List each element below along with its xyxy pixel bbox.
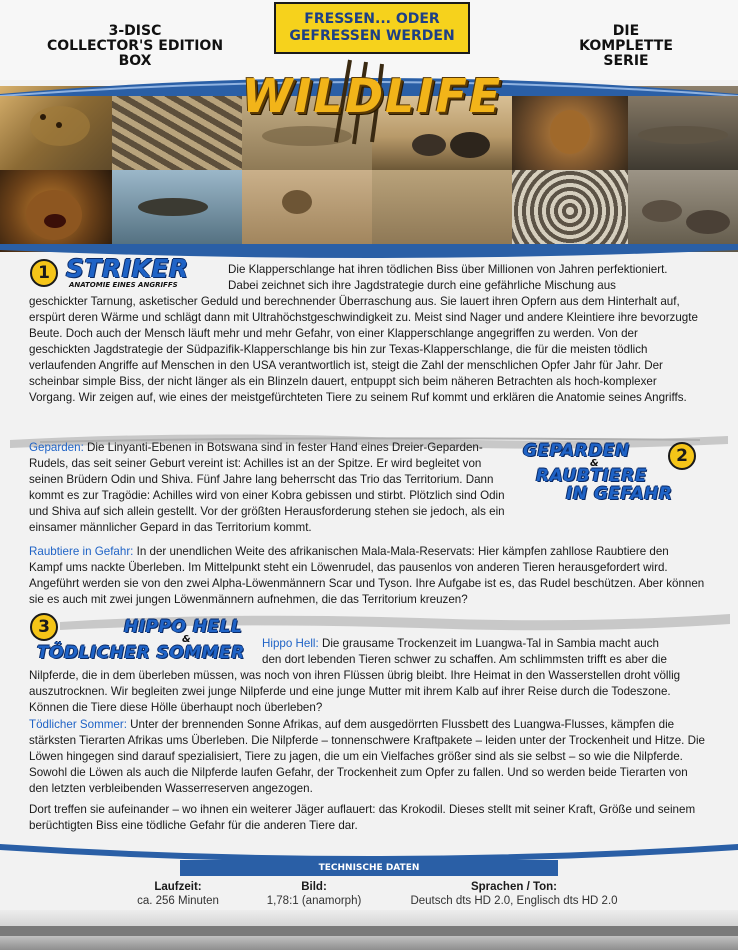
section-2-ampersand: & — [590, 458, 599, 469]
picture-info — [254, 880, 374, 908]
crocodile-paragraph: Dort treffen sie aufeinander – wo ihnen ein weiterer Jäger auflauert: das Krokodil. Dieses stellt mit seiner Kraft, Größe und seinem berüchtigten Biss eine tödliche Gefahr für die anderen Tiere dar. — [29, 803, 696, 832]
photo-river-animals — [112, 170, 242, 252]
runtime-value: ca. 256 Minuten — [137, 895, 219, 907]
photo-lion — [512, 86, 628, 170]
photo-dry-plains — [242, 170, 372, 252]
raubtiere-title-line-1: RAUBTIERE — [536, 466, 647, 486]
footer-stripe — [0, 926, 738, 936]
tagline-box: FRESSEN... ODER GEFRESSEN WERDEN — [274, 2, 470, 54]
collectors-edition-label: 3-DISC COLLECTOR'S EDITION BOX — [46, 23, 224, 69]
footer-band — [0, 910, 738, 950]
striker-text-line-1: Die Klapperschlange hat ihren tödlichen Biss über Millionen von Jahren perfektioniert. — [228, 263, 668, 276]
tech-data-header: TECHNISCHE DATEN — [180, 860, 558, 876]
deadly-summer-lead: Tödlicher Sommer: — [29, 718, 127, 731]
picture-value: 1,78:1 (anamorph) — [266, 895, 362, 907]
picture-label: Bild: — [301, 881, 327, 893]
wildlife-logo: WILDLIFE — [241, 69, 503, 123]
predators-paragraph: Raubtiere in Gefahr: In der unendlichen Weite des afrikanischen Mala-Mala-Reservats: Hier kämpfen zahllose Raubtiere den Kampf ums nackte Überleben. Im Mittelpunkt steht ein Löwenrudel, das pausenlos von anderen Tieren herausgefordert wird. Angeführt werden sie von den zwei Alpha-Löwenmännern Scar und Tyson. Ihre Aufgabe ist es, das Rudel beschützen. Aber können sie es auch mit zwei jungen Löwenmännern aufnehmen, die das Territorium kreuzen? — [29, 545, 705, 606]
hippo-hell-body: Nilpferde, die in dem überleben müssen, was noch von ihren Flüssen übrig bleibt. Ihre Heimat in den Wasserstellen droht völlig auszutrocknen. Wir begleiten zwei junge Nilpferde und eine junge Mutter mit ihrem Kalb auf ihrer Reise durch die Todeszone. Können die Tiere diese Hölle überhaupt noch überleben? — [29, 669, 681, 714]
audio-info — [398, 880, 630, 908]
audio-label: Sprachen / Ton: — [470, 881, 558, 893]
brush-divider-2 — [0, 604, 738, 638]
striker-title: STRIKER — [66, 254, 189, 283]
toedlicher-sommer-title: TÖDLICHER SOMMER — [37, 643, 245, 663]
section-2-number-badge: 2 — [668, 442, 696, 470]
section-1-number-badge: 1 — [30, 259, 58, 287]
hippo-hell-line-2: den dort lebenden Tieren schwer zu schaffen. Am schlimmsten trifft es aber die — [262, 653, 667, 666]
photo-leopard — [0, 86, 112, 170]
striker-text-body: geschickter Tarnung, asketischer Geduld und berechnender Überraschung aus. Sie lauert ihren Opfern aus dem Hinterhalt auf, erspürt deren Wärme und schlägt dann mit Ultrahöchstgeschwindigkeit zu. Meist sind Nager und andere Kleintiere ihre bevorzugte Beute. Doch auch der Mensch läuft mehr und mehr Gefahr, von einer Klapperschlange angegriffen zu werden. Von der geschickten Jagdstrategie der Südpazifik-Klapperschlange bis hin zur Texas-Klapperschlange, die für die meisten tödlich verlaufenden Angriffe auf Menschen in den USA verantwortlich ist, steigt die Zahl der menschlichen Opfer Jahr für Jahr. Der scheinbar simple Biss, der nicht länger als ein Blinzeln dauert, entpuppt sich beim näheren Betrachten als hoch-komplexer Vorgang. Wir zeigen auf, wie eines der meistgefürchteten Tiere zu seinem Ruf kommt und erklären die Anatomie seines Angriffs. — [29, 295, 698, 404]
hippo-hell-line-1: Hippo Hell: Die grausame Trockenzeit im Luangwa-Tal in Sambia macht auch — [262, 637, 659, 650]
cheetah-lead: Geparden: — [29, 441, 84, 454]
photo-hippos — [628, 170, 738, 252]
complete-series-label: DIE KOMPLETTE SERIE — [579, 23, 673, 69]
striker-text-line-2: Dabei zeichnet sich ihre Jagdstrategie durch eine gefährliche Mischung aus — [228, 279, 616, 292]
photo-crocodile — [628, 86, 738, 170]
geparden-title: GEPARDEN — [523, 441, 630, 461]
runtime-info — [118, 880, 238, 908]
section-3-number-badge: 3 — [30, 613, 58, 641]
photo-roaring-lion — [0, 170, 112, 252]
raubtiere-title-line-2: IN GEFAHR — [566, 484, 673, 504]
photo-rattlesnake — [512, 170, 628, 252]
hippo-hell-lead: Hippo Hell: — [262, 637, 319, 650]
audio-value: Deutsch dts HD 2.0, Englisch dts HD 2.0 — [410, 895, 618, 907]
striker-subtitle: ANATOMIE EINES ANGRIFFS — [69, 281, 178, 289]
runtime-label: Laufzeit: — [154, 881, 202, 893]
hippo-hell-title: HIPPO HELL — [124, 617, 243, 637]
cheetah-paragraph: Geparden: Die Linyanti-Ebenen in Botswana sind in fester Hand eines Dreier-Geparden-Rudels, das seit seiner Geburt vereint ist: Achilles ist an der Spitze. Er wird begleitet von seinen Brüdern Odin und Shiva. Fünf Jahre lang beherrscht das Trio das Territorium. Dann kommt es zur Tragödie: Achilles wird von einer Kobra gebissen und stirbt. Plötzlich sind Odin und Shiva auf sich allein gestellt. Vor der größten Herausforderung stehen sie jedoch, als ein einsamer männlicher Gepard in das Territorium kommt. — [29, 441, 505, 534]
predators-lead: Raubtiere in Gefahr: — [29, 545, 134, 558]
section-3-ampersand: & — [182, 634, 191, 645]
photo-herd — [372, 170, 512, 252]
deadly-summer-paragraph: Tödlicher Sommer: Unter der brennenden Sonne Afrikas, auf dem ausgedörrten Flussbett des Luangwa-Flusses, kämpfen die stärksten Tierarten Afrikas ums Überleben. Die Nilpferde – tonnenschwere Kraftpakete – leiden unter der Trockenheit und Hitze. Die Löwen hingegen sind darauf spezialisiert, Tiere zu jagen, die um ein Vielfaches größer sind als sie selbst – so wie die Nilpferde. Sowohl die Löwen als auch die Nilpferde laufen Gefahr, der Trockenheit zum Opfer zu fallen. Und so werden beide Tierarten von den letzten verbleibenden Wasserreserven angezogen. — [29, 718, 706, 795]
